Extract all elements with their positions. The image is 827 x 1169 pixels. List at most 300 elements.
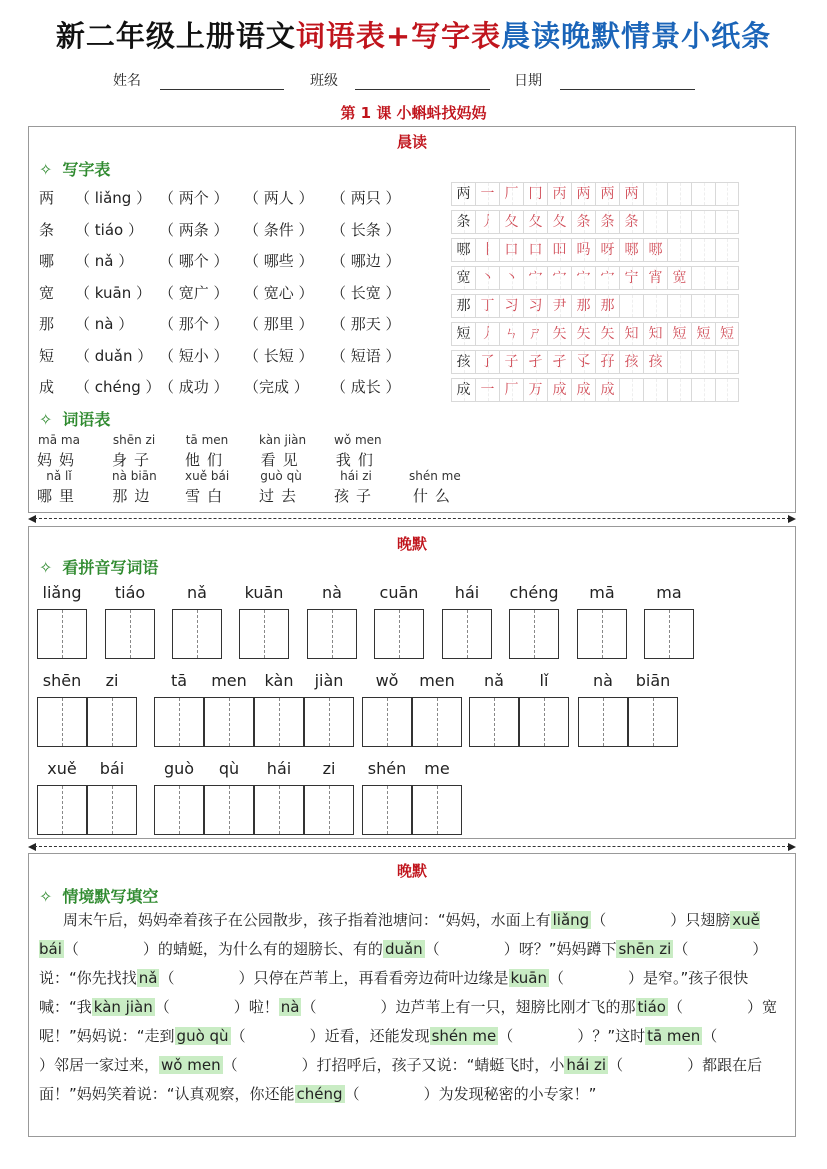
writing-box[interactable]	[172, 609, 222, 659]
stroke-cell: 宀	[547, 266, 571, 290]
write-w2: （ 长短 ）	[244, 346, 314, 365]
pinyin-hint: xuě bái	[39, 911, 760, 958]
vocab-pinyin: guò qù	[260, 469, 302, 483]
stroke-cell: 宀	[571, 266, 595, 290]
paragraph-text: 边芦苇上有一只，翅膀比刚才飞的那	[395, 998, 636, 1016]
pinyin-hint: wǒ men	[161, 1056, 221, 1074]
pinyin-syllable: kuān	[244, 583, 284, 602]
pinyin-hint: chéng	[296, 1085, 343, 1103]
vocab-hanzi: 过去	[259, 487, 304, 505]
pinyin-syllable: nǎ	[484, 671, 504, 690]
divider-arrow	[28, 843, 796, 851]
pinyin-row	[29, 671, 797, 695]
stroke-row	[451, 238, 751, 262]
stroke-cell: 两	[619, 182, 643, 206]
write-pinyin: （ tiáo ）	[75, 220, 143, 239]
stroke-cell: 习	[523, 294, 547, 318]
write-w1: （ 宽广 ）	[159, 283, 229, 302]
stroke-cell: 吅	[547, 238, 571, 262]
stroke-cell: 丁	[475, 294, 499, 318]
pinyin-hint: shén me	[431, 1027, 497, 1045]
date-label: 日期	[514, 73, 542, 89]
write-w2: （ 条件 ）	[244, 220, 314, 239]
stroke-cell	[691, 238, 715, 262]
vocab-hanzi: 孩子	[334, 487, 379, 505]
stroke-cell	[643, 294, 667, 318]
write-w3: （ 那天 ）	[331, 315, 401, 333]
fill-blank[interactable]: （ ）	[424, 940, 519, 958]
star-icon: ✧	[39, 887, 53, 906]
stroke-row	[451, 350, 751, 374]
stroke-cell: 冂	[523, 182, 547, 206]
stroke-cell: 条	[451, 210, 475, 234]
write-w1: （ 成功 ）	[159, 378, 229, 396]
write-char: 短	[39, 346, 55, 365]
stroke-cell: 丶	[499, 266, 523, 290]
stroke-cell: 成	[451, 378, 475, 402]
write-char: 那	[39, 315, 55, 333]
pinyin-syllable: me	[424, 759, 450, 778]
writing-box[interactable]	[442, 609, 492, 659]
star-icon: ✧	[39, 558, 53, 577]
pinyin-syllable: zi	[105, 671, 119, 690]
stroke-cell	[691, 378, 715, 402]
vocab-hanzi: 雪白	[185, 487, 230, 505]
stroke-cell: 习	[499, 294, 523, 318]
stroke-row	[451, 294, 751, 318]
fill-blank[interactable]: （ ）	[667, 998, 762, 1016]
write-w2: （完成 ）	[244, 378, 309, 396]
fill-blank[interactable]: （ ）	[154, 998, 249, 1016]
writing-box[interactable]	[105, 609, 155, 659]
fill-blank[interactable]: （ ）	[608, 1056, 703, 1074]
stroke-cell	[619, 378, 643, 402]
stroke-cell: 夂	[523, 210, 547, 234]
stroke-cell	[667, 294, 691, 318]
paragraph-text: 宽呢！”妈妈说：“走到	[39, 998, 777, 1045]
vocab-pinyin: kàn jiàn	[259, 433, 307, 447]
writing-box[interactable]	[204, 785, 254, 835]
stroke-cell	[667, 210, 691, 234]
stroke-cell	[715, 266, 739, 290]
vocab-item	[259, 433, 306, 470]
stroke-cell	[715, 238, 739, 262]
write-w3: （ 成长 ）	[331, 378, 401, 396]
vocab-item	[334, 469, 378, 506]
writing-box[interactable]	[644, 609, 694, 659]
divider-arrow	[28, 515, 796, 523]
pinyin-row	[29, 759, 797, 783]
stroke-cell: 宵	[643, 266, 667, 290]
writing-box-row	[29, 609, 797, 659]
star-icon: ✧	[39, 410, 53, 429]
writing-box[interactable]	[239, 609, 289, 659]
vocab-section-title: ✧ 词语表	[39, 410, 111, 429]
stroke-cell: 丿	[475, 322, 499, 346]
page-title	[0, 14, 827, 55]
fill-in-paragraph	[39, 906, 789, 1109]
writing-box[interactable]	[37, 697, 87, 747]
stroke-cell: 知	[619, 322, 643, 346]
title-part-blue: 晨读晚默情景小纸条	[501, 19, 772, 53]
writing-box[interactable]	[87, 697, 137, 747]
write-char: 两	[39, 189, 55, 207]
pinyin-syllable: tiáo	[114, 583, 146, 602]
vocab-pinyin: wǒ men	[334, 433, 382, 447]
evening-box-title: 晚默	[396, 535, 427, 553]
stroke-cell: 尹	[547, 294, 571, 318]
vocab-item	[112, 433, 156, 470]
stroke-cell	[691, 294, 715, 318]
paragraph-text: 为发现秘密的小专家！”	[438, 1085, 597, 1103]
fill-blank[interactable]: （ ）	[63, 940, 158, 958]
write-w1: （ 两条 ）	[159, 220, 229, 239]
stroke-cell	[691, 350, 715, 374]
write-w2: （ 那里 ）	[244, 315, 314, 333]
stroke-cell: 短	[715, 322, 739, 346]
writing-box[interactable]	[412, 785, 462, 835]
vocab-hanzi: 什么	[412, 487, 457, 505]
stroke-cell: 成	[547, 378, 571, 402]
pinyin-hint: nǎ	[138, 969, 158, 987]
vocab-pinyin: mā ma	[38, 433, 80, 447]
stroke-cell	[715, 210, 739, 234]
stroke-cell: 万	[523, 378, 547, 402]
paragraph-text: 的蜻蜓，为什么有的翅膀长、有的	[157, 940, 383, 958]
pinyin-section-title: ✧ 看拼音写词语	[39, 558, 159, 577]
write-pinyin: （ nǎ ）	[75, 252, 134, 270]
stroke-cell	[667, 378, 691, 402]
paragraph-text: 只翅膀	[685, 911, 731, 929]
class-label: 班级	[310, 73, 338, 89]
fill-blank[interactable]: （）	[39, 1027, 718, 1074]
stroke-cell: ㄕ	[523, 322, 547, 346]
stroke-cell: 知	[643, 322, 667, 346]
vocab-pinyin: nà biān	[112, 469, 157, 483]
writing-box[interactable]	[304, 785, 354, 835]
writing-box[interactable]	[578, 697, 628, 747]
vocab-item	[185, 469, 229, 506]
class-field[interactable]	[355, 89, 490, 90]
vocab-hanzi: 他们	[185, 451, 230, 469]
fill-blank[interactable]: （ ）	[498, 1027, 593, 1045]
student-info-row	[0, 68, 827, 92]
pinyin-syllable: nǎ	[187, 583, 207, 602]
pinyin-syllable: shén	[367, 759, 407, 778]
vocab-item	[37, 433, 81, 470]
vocab-item	[259, 469, 303, 506]
stroke-cell: 宽	[451, 266, 475, 290]
stroke-cell: 夂	[547, 210, 571, 234]
vocab-item	[185, 433, 229, 470]
stroke-cell	[667, 182, 691, 206]
writing-box[interactable]	[304, 697, 354, 747]
vocab-pinyin: tā men	[185, 433, 229, 447]
pinyin-syllable: tā	[170, 671, 188, 690]
stroke-cell	[691, 266, 715, 290]
writing-box[interactable]	[307, 609, 357, 659]
stroke-cell: 丿	[475, 210, 499, 234]
pinyin-syllable: kàn	[264, 671, 294, 690]
write-pinyin: （ liǎng ）	[75, 189, 152, 207]
write-section-title: ✧ 写字表	[39, 160, 111, 179]
pinyin-hint: guò qù	[176, 1027, 229, 1045]
pinyin-syllable: mā	[589, 583, 615, 602]
write-pinyin: （ duǎn ）	[75, 346, 153, 365]
pinyin-syllable: guò	[163, 759, 195, 778]
vocab-hanzi: 我们	[335, 451, 380, 469]
stroke-cell: 短	[691, 322, 715, 346]
fill-blank[interactable]: （ ）	[222, 1056, 317, 1074]
evening-fill-box	[28, 853, 796, 1137]
stroke-cell: 矢	[571, 322, 595, 346]
writing-box[interactable]	[362, 697, 412, 747]
write-w1: （ 短小 ）	[159, 346, 229, 365]
stroke-cell: 成	[571, 378, 595, 402]
stroke-cell: 哪	[619, 238, 643, 262]
fill-blank[interactable]: （ ）	[159, 969, 254, 987]
pinyin-syllable: chéng	[509, 583, 559, 602]
writing-box[interactable]	[412, 697, 462, 747]
write-char: 哪	[39, 252, 55, 270]
paragraph-text: 啦！	[248, 998, 279, 1016]
lesson-title: 第 1 课 小蝌蚪找妈妈	[340, 104, 487, 122]
vocab-item	[37, 469, 81, 506]
evening-box-title: 晚默	[396, 862, 427, 880]
paragraph-text: ？”这时	[592, 1027, 646, 1045]
title-part-black: 新二年级上册语文	[55, 19, 296, 53]
vocab-hanzi: 哪里	[37, 487, 82, 505]
vocab-pinyin: shēn zi	[112, 433, 156, 447]
stroke-cell: 口	[523, 238, 547, 262]
pinyin-syllable: zi	[322, 759, 336, 778]
stroke-cell: 孖	[595, 350, 619, 374]
writing-box[interactable]	[362, 785, 412, 835]
paragraph-text: 都跟在后面！”妈妈笑着说：“认真观察，你还能	[39, 1056, 763, 1103]
stroke-cell: 子	[499, 350, 523, 374]
stroke-cell: 那	[451, 294, 475, 318]
pinyin-hint: kàn jiàn	[93, 998, 153, 1016]
writing-box[interactable]	[154, 697, 204, 747]
fill-blank[interactable]: （ ）	[301, 998, 396, 1016]
vocab-item	[112, 469, 157, 506]
write-pinyin: （ nà ）	[75, 315, 134, 333]
stroke-cell: 条	[619, 210, 643, 234]
writing-box[interactable]	[577, 609, 627, 659]
stroke-cell: 那	[595, 294, 619, 318]
vocab-hanzi: 那边	[112, 487, 157, 505]
vocab-item	[409, 469, 461, 506]
pinyin-syllable: jiàn	[314, 671, 344, 690]
write-pinyin: （ kuān ）	[75, 283, 151, 302]
paragraph-text: 呀？”妈妈蹲下	[518, 940, 617, 958]
writing-box[interactable]	[87, 785, 137, 835]
write-char: 宽	[39, 283, 55, 302]
stroke-row	[451, 378, 751, 402]
stroke-cell: 丨	[475, 238, 499, 262]
fill-blank[interactable]: （ ）	[230, 1027, 325, 1045]
stroke-cell	[715, 182, 739, 206]
writing-box[interactable]	[509, 609, 559, 659]
vocab-pinyin: nǎ lǐ	[46, 469, 72, 483]
stroke-cell: 孑	[523, 350, 547, 374]
write-w2: （ 哪些 ）	[244, 252, 314, 270]
write-char: 条	[39, 220, 55, 239]
writing-box-row	[29, 785, 797, 835]
stroke-cell: 孩	[619, 350, 643, 374]
pinyin-hint: tā men	[647, 1027, 701, 1045]
pinyin-syllable: men	[211, 671, 247, 690]
vocab-item	[334, 433, 382, 470]
pinyin-hint: tiáo	[637, 998, 666, 1016]
write-w3: （ 两只 ）	[331, 189, 401, 207]
paragraph-text: 邻居一家过来，	[54, 1056, 160, 1074]
stroke-cell	[643, 210, 667, 234]
writing-box[interactable]	[154, 785, 204, 835]
stroke-cell	[643, 182, 667, 206]
pinyin-hint: shēn zi	[618, 940, 672, 958]
paragraph-text: 周末午后，妈妈牵着孩子在公园散步，孩子指着池塘问：“妈妈，水面上有	[62, 911, 551, 929]
fill-section-title: ✧ 情境默写填空	[39, 887, 159, 906]
stroke-cell: 宀	[523, 266, 547, 290]
stroke-cell: 丶	[475, 266, 499, 290]
stroke-cell: 短	[667, 322, 691, 346]
pinyin-syllable: hái	[266, 759, 292, 778]
write-char: 成	[39, 378, 55, 396]
write-w2: （ 两人 ）	[244, 189, 314, 207]
stroke-cell: 那	[571, 294, 595, 318]
stroke-cell: 孩	[451, 350, 475, 374]
stroke-cell: 一	[475, 182, 499, 206]
stroke-cell	[619, 294, 643, 318]
writing-box[interactable]	[374, 609, 424, 659]
write-w3: （ 哪边 ）	[331, 252, 401, 270]
date-field[interactable]	[560, 89, 695, 90]
vocab-hanzi: 看见	[260, 451, 305, 469]
stroke-cell: 条	[571, 210, 595, 234]
pinyin-row	[29, 583, 797, 607]
stroke-cell: 哪	[451, 238, 475, 262]
stroke-cell: 两	[571, 182, 595, 206]
vocab-pinyin: shén me	[409, 469, 461, 483]
stroke-cell: 矢	[595, 322, 619, 346]
writing-box[interactable]	[254, 697, 304, 747]
stroke-cell: 宽	[667, 266, 691, 290]
write-w1: （ 哪个 ）	[159, 252, 229, 270]
writing-box[interactable]	[204, 697, 254, 747]
write-w3: （ 短语 ）	[331, 346, 401, 365]
stroke-cell	[667, 350, 691, 374]
stroke-cell: 孑	[547, 350, 571, 374]
star-icon: ✧	[39, 160, 53, 179]
pinyin-hint: liǎng	[552, 911, 590, 929]
paragraph-text: 是窄。”孩子很快喊：“我	[39, 969, 749, 1016]
morning-reading-box	[28, 126, 796, 513]
name-label: 姓名	[113, 73, 141, 89]
fill-blank[interactable]: （ ）	[673, 940, 768, 958]
stroke-cell	[691, 182, 715, 206]
paragraph-text: 打招呼后，孩子又说：“蜻蜓飞时，小	[316, 1056, 565, 1074]
pinyin-syllable: liǎng	[42, 583, 82, 602]
stroke-cell	[715, 378, 739, 402]
writing-box[interactable]	[628, 697, 678, 747]
pinyin-syllable: nà	[322, 583, 342, 602]
stroke-row	[451, 266, 751, 290]
pinyin-syllable: wǒ	[375, 671, 399, 690]
stroke-cell: 厂	[499, 182, 523, 206]
pinyin-hint: hái zi	[566, 1056, 607, 1074]
paragraph-text: 只停在芦苇上，再看看旁边荷叶边缘是	[253, 969, 509, 987]
stroke-cell	[715, 350, 739, 374]
stroke-cell: 条	[595, 210, 619, 234]
writing-box[interactable]	[519, 697, 569, 747]
stroke-cell: 哪	[643, 238, 667, 262]
pinyin-syllable: qù	[218, 759, 240, 778]
pinyin-syllable: nà	[593, 671, 613, 690]
evening-pinyin-box	[28, 526, 796, 839]
title-part-red: 词语表+写字表	[295, 19, 502, 53]
vocab-pinyin: hái zi	[340, 469, 372, 483]
stroke-row	[451, 182, 751, 206]
write-w3: （ 长条 ）	[331, 220, 401, 239]
writing-box[interactable]	[37, 785, 87, 835]
stroke-cell	[691, 210, 715, 234]
write-w1: （ 那个 ）	[159, 315, 229, 333]
pinyin-syllable: men	[419, 671, 455, 690]
pinyin-hint: duǎn	[384, 940, 423, 958]
vocab-hanzi: 身子	[112, 451, 157, 469]
writing-box[interactable]	[37, 609, 87, 659]
name-field[interactable]	[160, 89, 284, 90]
indent	[39, 911, 63, 929]
write-pinyin: （ chéng ）	[75, 378, 161, 396]
stroke-cell: 宁	[619, 266, 643, 290]
pinyin-syllable: cuān	[379, 583, 419, 602]
stroke-cell: 夂	[499, 210, 523, 234]
stroke-cell: 孓	[571, 350, 595, 374]
fill-blank[interactable]: （ ）	[548, 969, 643, 987]
stroke-cell: 丙	[547, 182, 571, 206]
write-w1: （ 两个 ）	[159, 189, 229, 207]
stroke-cell: 矢	[547, 322, 571, 346]
pinyin-syllable: xuě	[47, 759, 77, 778]
stroke-cell	[643, 378, 667, 402]
pinyin-syllable: hái	[454, 583, 480, 602]
stroke-cell	[715, 294, 739, 318]
pinyin-syllable: ma	[656, 583, 682, 602]
write-w3: （ 长宽 ）	[331, 283, 401, 302]
fill-blank[interactable]: （ ）	[344, 1085, 439, 1103]
pinyin-syllable: shēn	[42, 671, 82, 690]
stroke-cell: 了	[475, 350, 499, 374]
pinyin-hint: kuān	[510, 969, 547, 987]
pinyin-hint: nà	[280, 998, 300, 1016]
stroke-cell: 两	[595, 182, 619, 206]
pinyin-syllable: lǐ	[539, 671, 549, 690]
stroke-cell: 成	[595, 378, 619, 402]
write-w2: （ 宽心 ）	[244, 283, 314, 302]
writing-box[interactable]	[254, 785, 304, 835]
paragraph-text: 说：“你先找找	[39, 969, 137, 987]
stroke-cell: 一	[475, 378, 499, 402]
stroke-cell: 孩	[643, 350, 667, 374]
fill-blank[interactable]: （ ）	[591, 911, 686, 929]
writing-box[interactable]	[469, 697, 519, 747]
stroke-row	[451, 210, 751, 234]
vocab-pinyin: xuě bái	[185, 469, 230, 483]
stroke-cell: 呀	[595, 238, 619, 262]
paragraph-text: 近看，还能发现	[324, 1027, 430, 1045]
